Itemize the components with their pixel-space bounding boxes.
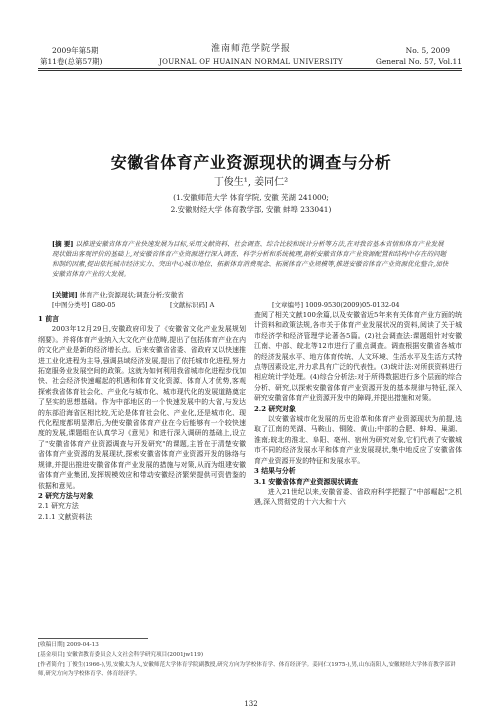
right-column	[254, 310, 462, 508]
general-number-en: General No. 57, Vol.11	[375, 57, 462, 66]
article-title: 安徽省体育产业资源现状的调查与分析	[110, 153, 392, 172]
section-heading: 2 研究方法与对象	[38, 491, 94, 500]
left-column	[38, 314, 246, 522]
keywords: 体育产业;资源现状;调查分析;安徽省	[79, 291, 184, 299]
footnote-rule	[38, 638, 148, 639]
section-heading: 3 结果与分析	[254, 467, 296, 476]
issue-year: 2009年第5期	[52, 46, 99, 55]
author-bio: [作者简介] 丁俊生(1966-),男,安徽太为人,安徽师范大学体育学院副教授,研究方向为学校体育学、体育经济学。姜同仁(1975-),男,山东南阳人,安徽财经大学体育教学部讲师,研究方向为学校体育学、体育经济学。	[38, 662, 456, 677]
paragraph: 进入21世纪以来,安徽省委、省政府科学把握了"中部崛起"之机遇,深入贯彻党的十六大和十六	[254, 487, 462, 507]
affiliation-2: 2.安徽财经大学 体育教学部, 安徽 蚌埠 233041)	[170, 205, 332, 214]
article-authors: 丁俊生¹, 姜同仁²	[213, 177, 289, 188]
clc-number: [中图分类号] G80-05	[52, 301, 116, 309]
paragraph: 2003年12月29日,安徽政府印发了《安徽省文化产业发展规划纲要》。并将体育产业纳入大文化产业范畴,提出了包括体育产业在内的文化产业是新的经济增长点。后来安徽省省委、省政府又以快速推进工业化进程为主导,强调县域经济发展,提出了依托城市化进程,努力拓宽服务业发展空间的政策。这就为如何利用我省城市化进程步伐加快、社会经济快速崛起的机遇和体育文化资源、体育人才优势,客观探索我省体育社会化、产业化与城市化、城市现代化的发展道路奠定了坚实的思想基础。作为中部地区的一个快速发展中的大省,与发达的东部沿海省区相比较,无论是体育社会化、产业化,还是城市化、现代化程度都明显滞后,为使安徽省体育产业在今后能够有一个较快速度的发展,课题组在认真学习《意见》和进行深入调研的基础上,设立了"安徽省体育产业资源调查与开发研究"的课题,主旨在于清楚安徽省体育产业资源的发展现状,探索安徽省体育产业资源开发的脉络与规律,并提出推进安徽省体育产业发展的措施与对策,从而为组建安徽省体育产业集团,发挥规模效应和带动安徽经济繁荣提供可资借鉴的依据和意见。	[38, 325, 246, 490]
abstract	[52, 239, 450, 279]
journal-name: 淮南师范学院学报	[210, 44, 291, 54]
issue-volume: 第11卷(总第57期)	[40, 57, 103, 66]
article-number: [文章编号] 1009-9530(2009)05-0132-04	[272, 301, 400, 309]
paragraph: 以安徽省城市化发展的历史沿革和体育产业资源现状为前提,选取了江南的芜湖、马鞍山、铜陵、黄山;中部的合肥、蚌埠、巢湖、淮南;皖北的淮北、阜阳、亳州、宿州为研究对象,它们代表了安徽城市不同的经济发展水平和体育产业发展现状,集中地反应了安徽省体育产业资源开发的特征和发展水平。	[254, 415, 462, 465]
subsection-heading: 2.2 研究对象	[254, 404, 296, 413]
abstract-text: 以推进安徽省体育产业快速发展为目标,采用文献资料、社会调查、综合比较和统计分析等方法,在对我省基本省情和体育产业发展现状做出客观评价的基础上,对安徽省体育产业资源进行深入调查、科学分析和系统梳理,剖析安徽省体育产业资源配置和结构中存在的问题和制约因素,提出依托城市经济实力、突出中心城市地位、拓新体育消费观念、拓展体育产业规模等,推进安徽省体育产业资源优化整合,加快安徽省体育产业的大发展。	[52, 240, 449, 278]
header-rule-bottom	[38, 70, 462, 71]
document-code: [文献标识码] A	[170, 301, 215, 309]
subsection-heading: 2.1 研究方法	[38, 502, 79, 511]
page-number: 132	[244, 700, 258, 708]
keywords-line	[52, 290, 184, 299]
affiliation-1: (1.安徽师范大学 体育学院, 安徽 芜湖 241000;	[173, 193, 329, 202]
subsection-heading: 2.1.1 文献资料法	[38, 512, 93, 521]
received-date: [收稿日期] 2009-04-13	[38, 642, 99, 648]
subsection-heading: 3.1 安徽省体育产业资源现状调查	[254, 477, 358, 486]
section-heading: 1 前言	[38, 315, 59, 323]
keywords-label: [关键词]	[52, 291, 78, 299]
paragraph: 查阅了相关文献100余篇,以及安徽省近5年来有关体育产业方面的统计资料和政策法规,各市关于体育产业发展状况的资料,阅读了关于城市经济学和经济管理学论著各5篇。(2)社会调查法:课题组针对安徽江南、中部、皖北等12市进行了重点调查。调查根据安徽省各城市的经济发展水平、地方体育传统、人文环境、生活水平及生活方式特点等因素设定,并力求具有广泛的代表性。(3)统计法:对所获资料进行相应统计学处理。(4)综合分析法:对于所得数据进行多个层面的综合分析、研究,以探索安徽省体育产业资源开发的基本规律与特征,深入研究安徽省体育产业资源开发中的障碍,并提出措施和对策。	[254, 311, 462, 403]
header-rule-top	[38, 68, 462, 69]
issue-number-en: No. 5, 2009	[405, 46, 450, 55]
fund-project: [基金项目] 安徽省教育委员会人文社会科学研究项目(2001jw119)	[38, 652, 204, 658]
journal-name-en: JOURNAL OF HUAINAN NORMAL UNIVERSITY	[159, 58, 343, 66]
abstract-label: [摘 要]	[52, 240, 74, 248]
